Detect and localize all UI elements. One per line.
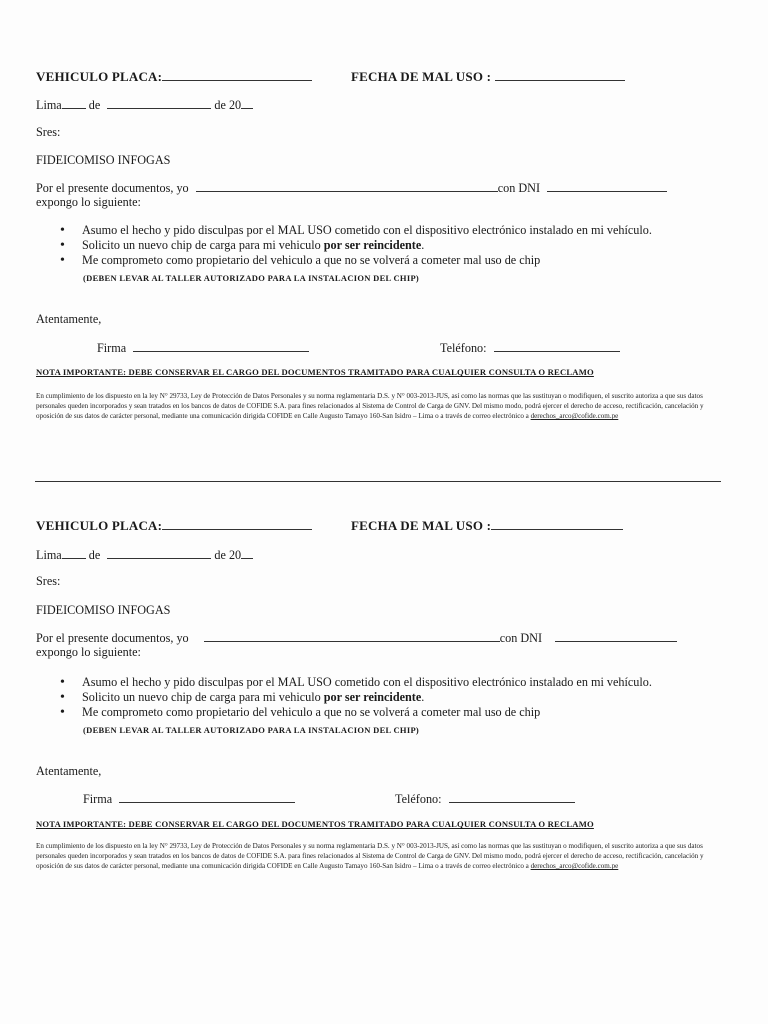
- expongo-label: expongo lo siguiente:: [36, 195, 141, 209]
- lugar-fecha-line: [36, 97, 253, 113]
- anio-blank[interactable]: [241, 547, 253, 559]
- fecha-mal-uso-blank[interactable]: [491, 518, 623, 530]
- list-item: [60, 675, 652, 690]
- atentamente-label: Atentamente,: [36, 764, 102, 778]
- cut-divider: [35, 481, 721, 482]
- firma-field: [83, 791, 295, 807]
- nota-importante: NOTA IMPORTANTE: DEBE CONSERVAR EL CARGO DEL DOCUMENTOS TRAMITADO PARA CUALQUIER CONSULTA O RECLAMO: [36, 819, 594, 829]
- de-label: de: [88, 548, 101, 562]
- vehiculo-placa-field: [36, 518, 312, 534]
- vehiculo-placa-blank[interactable]: [162, 69, 312, 81]
- vehiculo-placa-label: VEHICULO PLACA:: [36, 518, 163, 533]
- por-el-presente-label: Por el presente documentos, yo: [36, 181, 189, 195]
- nombre-blank[interactable]: [196, 180, 498, 192]
- reincidente-text: por ser reincidente: [323, 238, 422, 252]
- declarante-line: [36, 180, 667, 196]
- firma-blank[interactable]: [133, 340, 309, 352]
- anio-blank[interactable]: [241, 97, 253, 109]
- list-item: [60, 223, 652, 238]
- telefono-blank[interactable]: [494, 340, 620, 352]
- sres-label: Sres:: [36, 574, 61, 588]
- statement-text: .: [421, 690, 425, 704]
- email-link[interactable]: derechos_arco@cofide.com.pe: [530, 412, 619, 421]
- firma-label: Firma: [83, 792, 113, 806]
- dia-blank[interactable]: [62, 547, 86, 559]
- vehiculo-placa-blank[interactable]: [162, 518, 312, 530]
- atentamente-label: Atentamente,: [36, 312, 102, 326]
- legal-text: En cumplimiento de los dispuesto en la ley N° 29733, Ley de Protección de Datos Personales y su norma reglamentaria D.S. y N° 003-2013-JUS, así como las normas que las sustituyan o modifiquen, el suscrito autoriza a que sus datos personales queden incorporados y sean tratados en los bancos de datos de COFIDE S.A. para fines relacionados al Sistema de Control de Carga de GNV. Del mismo modo, podrá ejercer el derecho de acceso, rectificación, cancelación y oposición de sus datos de carácter personal, mediante una comunicación dirigida COFIDE en Calle Augusto Tamayo 160-San Isidro – Lima o a través de correo electrónico a: [36, 392, 704, 421]
- vehiculo-placa-label: VEHICULO PLACA:: [36, 69, 163, 84]
- legal-text: En cumplimiento de los dispuesto en la ley N° 29733, Ley de Protección de Datos Personales y su norma reglamentaria D.S. y N° 003-2013-JUS, así como las normas que las sustituyan o modifiquen, el suscrito autoriza a que sus datos personales queden incorporados y sean tratados en los bancos de datos de COFIDE S.A. para fines relacionados al Sistema de Control de Carga de GNV. Del mismo modo, podrá ejercer el derecho de acceso, rectificación, cancelación y oposición de sus datos de carácter personal, mediante una comunicación dirigida COFIDE en Calle Augusto Tamayo 160-San Isidro – Lima o a través de correo electrónico a: [36, 842, 704, 871]
- dni-blank[interactable]: [555, 630, 677, 642]
- por-el-presente-label: Por el presente documentos, yo: [36, 631, 189, 645]
- lima-label: Lima: [36, 548, 62, 562]
- fecha-mal-uso-field: [351, 518, 623, 534]
- list-item: [60, 690, 652, 705]
- taller-note: (DEBEN LEVAR AL TALLER AUTORIZADO PARA LA INSTALACION DEL CHIP): [83, 273, 420, 283]
- firma-field: [97, 340, 309, 356]
- anio-label: de 20: [214, 548, 242, 562]
- telefono-blank[interactable]: [449, 791, 575, 803]
- legal-paragraph: [36, 841, 726, 872]
- taller-note: (DEBEN LEVAR AL TALLER AUTORIZADO PARA LA INSTALACION DEL CHIP): [83, 725, 420, 735]
- mes-blank[interactable]: [107, 547, 211, 559]
- statement-text: Solicito un nuevo chip de carga para mi vehiculo: [82, 238, 324, 252]
- con-dni-label: con DNI: [497, 181, 541, 195]
- statement-text: Me comprometo como propietario del vehiculo a que no se volverá a cometer mal uso de chip: [82, 253, 541, 267]
- de-label: de: [88, 98, 101, 112]
- destinatario-label: FIDEICOMISO INFOGAS: [36, 603, 171, 617]
- lugar-fecha-line: [36, 547, 253, 563]
- nota-importante: NOTA IMPORTANTE: DEBE CONSERVAR EL CARGO DEL DOCUMENTOS TRAMITADO PARA CUALQUIER CONSULTA O RECLAMO: [36, 367, 594, 377]
- fecha-mal-uso-label: FECHA DE MAL USO :: [351, 69, 492, 84]
- statement-text: Asumo el hecho y pido disculpas por el MAL USO cometido con el dispositivo electrónico instalado en mi vehículo.: [82, 223, 652, 237]
- destinatario-label: FIDEICOMISO INFOGAS: [36, 153, 171, 167]
- statement-list: [60, 223, 652, 268]
- firma-blank[interactable]: [119, 791, 295, 803]
- fecha-mal-uso-field: [351, 69, 625, 85]
- statement-text: Me comprometo como propietario del vehiculo a que no se volverá a cometer mal uso de chip: [82, 705, 541, 719]
- telefono-label: Teléfono:: [440, 341, 487, 355]
- vehiculo-placa-field: [36, 69, 312, 85]
- fecha-mal-uso-label: FECHA DE MAL USO :: [351, 518, 492, 533]
- telefono-field: [395, 791, 575, 807]
- anio-label: de 20: [214, 98, 242, 112]
- dni-blank[interactable]: [547, 180, 667, 192]
- statement-text: Asumo el hecho y pido disculpas por el MAL USO cometido con el dispositivo electrónico instalado en mi vehículo.: [82, 675, 652, 689]
- statement-text: .: [421, 238, 425, 252]
- mes-blank[interactable]: [107, 97, 211, 109]
- expongo-label: expongo lo siguiente:: [36, 645, 141, 659]
- list-item: [60, 253, 652, 268]
- nombre-blank[interactable]: [204, 630, 500, 642]
- reincidente-text: por ser reincidente: [323, 690, 422, 704]
- con-dni-label: con DNI: [499, 631, 543, 645]
- statement-text: Solicito un nuevo chip de carga para mi vehiculo: [82, 690, 324, 704]
- firma-label: Firma: [97, 341, 127, 355]
- declarante-line: [36, 630, 677, 646]
- telefono-field: [440, 340, 620, 356]
- list-item: [60, 238, 652, 253]
- statement-list: [60, 675, 652, 720]
- telefono-label: Teléfono:: [395, 792, 442, 806]
- legal-paragraph: [36, 391, 726, 422]
- email-link[interactable]: derechos_arco@cofide.com.pe: [530, 862, 619, 871]
- list-item: [60, 705, 652, 720]
- dia-blank[interactable]: [62, 97, 86, 109]
- lima-label: Lima: [36, 98, 62, 112]
- fecha-mal-uso-blank[interactable]: [495, 69, 625, 81]
- sres-label: Sres:: [36, 125, 61, 139]
